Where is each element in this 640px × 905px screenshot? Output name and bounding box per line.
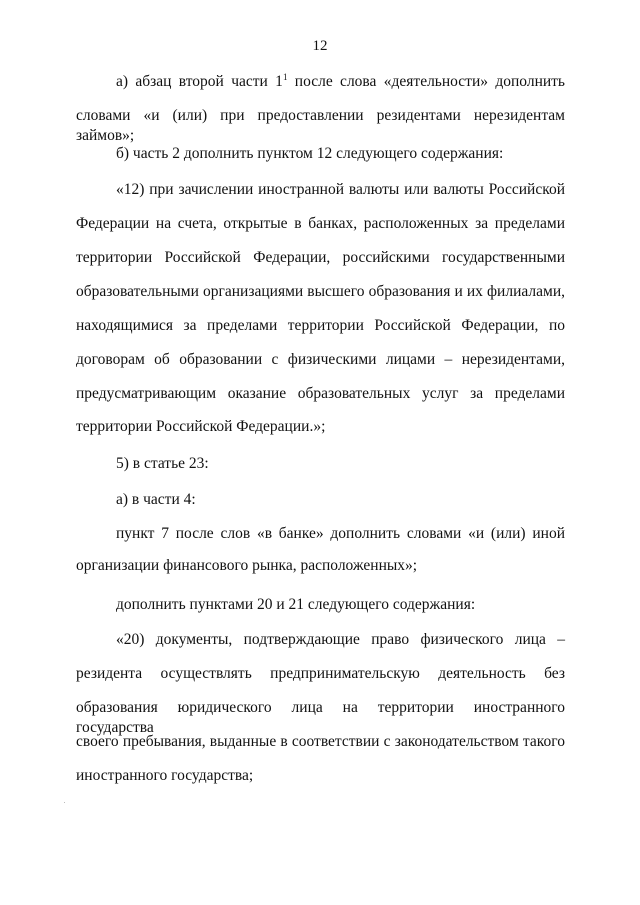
text-line: 5) в статье 23: [116,455,209,472]
text-line: образования юридического лица на территории иностранного государства [76,699,565,736]
text-line: б) часть 2 дополнить пунктом 12 следующего содержания: [116,145,504,162]
text-line: резидента осуществлять предпринимательскую деятельность без [76,665,565,682]
page-number: 12 [312,38,328,54]
text-line: территории Российской Федерации, российскими государственными [76,249,565,266]
text-line: организации финансового рынка, расположенных»; [76,557,418,574]
text-line: иностранного государства; [76,767,254,784]
text-line: словами «и (или) при предоставлении резидентами нерезидентам займов»; [76,107,565,144]
text-line: «20) документы, подтверждающие право физического лица – [116,631,565,648]
text-line: «12) при зачислении иностранной валюты или валюты Российской [116,181,565,198]
text-line: дополнить пунктами 20 и 21 следующего содержания: [116,596,476,613]
text-line: а) в части 4: [116,491,196,508]
text-line: предусматривающим оказание образовательных услуг за пределами [76,385,565,402]
text-line: находящимися за пределами территории Российской Федерации, по [76,317,565,334]
text-line: договорам об образовании с физическими лицами – нерезидентами, [76,351,565,368]
text-line: территории Российской Федерации.»; [76,418,326,435]
text-line: а) абзац второй части $1^1$ после слова «деятельности» дополнить [116,72,565,90]
text-line: своего пребывания, выданные в соответствии с законодательством такого [76,733,565,750]
scan-speck [64,802,65,803]
text-line: пункт 7 после слов «в банке» дополнить словами «и (или) иной [116,525,565,542]
text-line: Федерации на счета, открытые в банках, расположенных за пределами [76,215,565,232]
text-line: образовательными организациями высшего образования и их филиалами, [76,283,565,300]
